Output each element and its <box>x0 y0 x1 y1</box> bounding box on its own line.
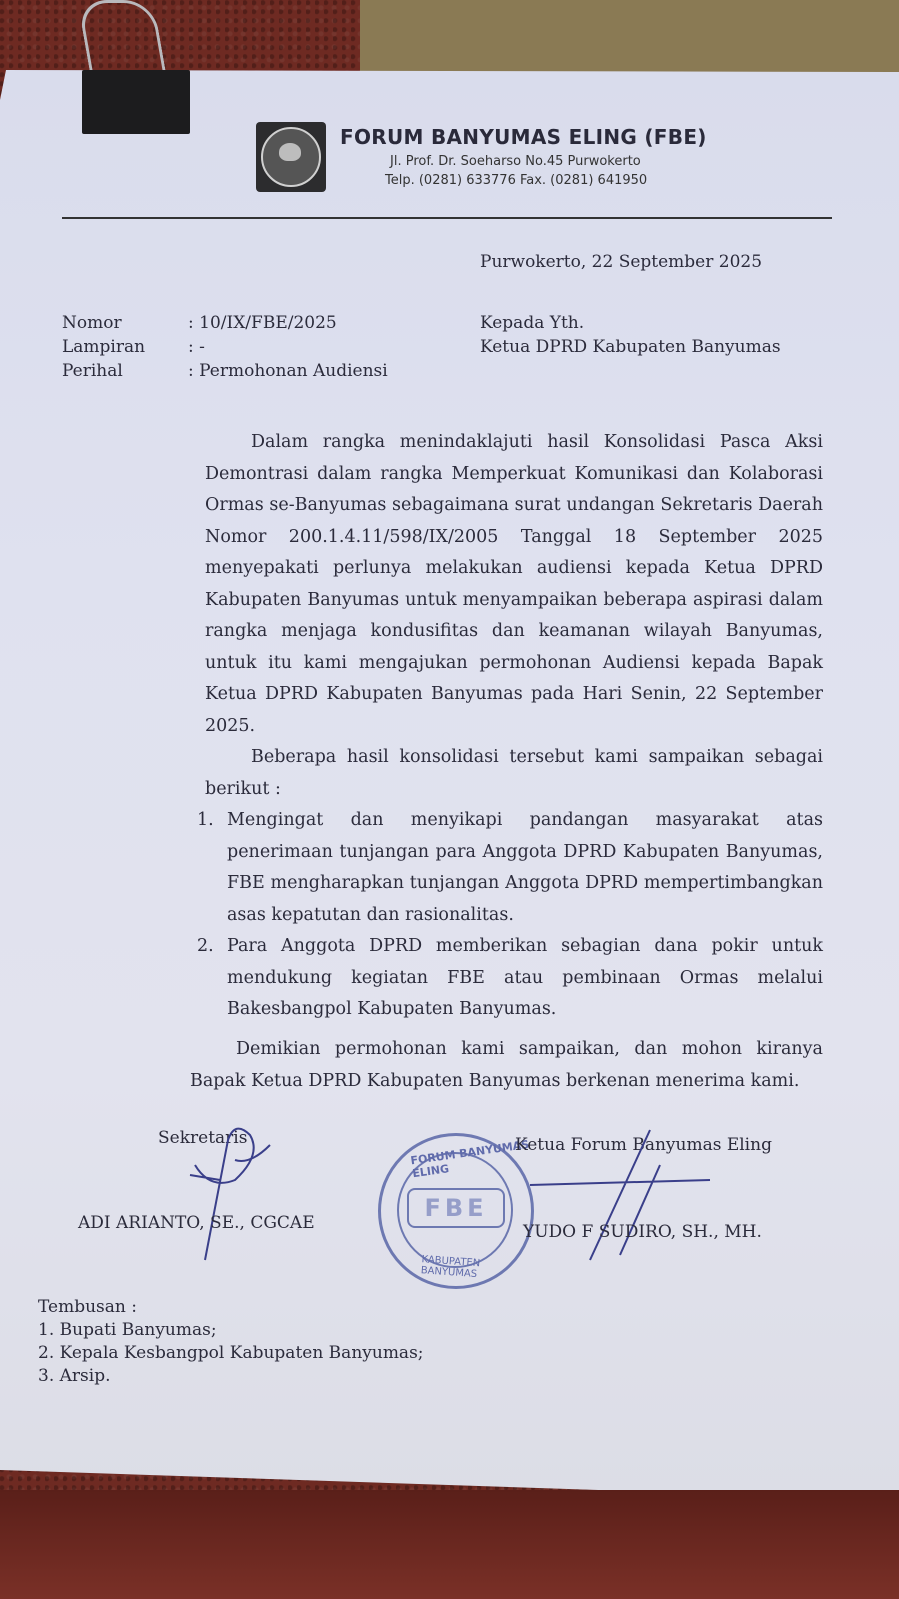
cc-item: 1. Bupati Banyumas; <box>38 1320 217 1340</box>
stamp-center-text: FBE <box>407 1188 505 1228</box>
nomor-label: Nomor <box>62 313 122 333</box>
date-place: Purwokerto, 22 September 2025 <box>480 252 763 272</box>
paragraph-text: Beberapa hasil konsolidasi tersebut kami sampaikan sebagai berikut : <box>205 747 823 799</box>
secretary-title: Sekretaris <box>158 1128 248 1148</box>
cc-title: Tembusan : <box>38 1297 137 1317</box>
secretary-name: ADI ARIANTO, SE., CGCAE <box>78 1213 315 1233</box>
list-number: 1. <box>197 810 214 830</box>
paragraph-text: Demikian permohonan kami sampaikan, dan mohon kiranya Bapak Ketua DPRD Kabupaten Banyumas berkenan menerima kami. <box>190 1039 823 1091</box>
list-item <box>197 931 823 1026</box>
closing-paragraph <box>190 1034 823 1097</box>
letterhead-divider <box>62 217 832 219</box>
chairman-name: YUDO F SUDIRO, SH., MH. <box>523 1222 762 1242</box>
organization-stamp <box>378 1133 534 1289</box>
org-phone: Telp. (0281) 633776 Fax. (0281) 641950 <box>385 173 648 188</box>
emblem-icon <box>261 127 321 187</box>
stamp-bottom-text: KABUPATEN BANYUMAS <box>420 1254 481 1281</box>
chairman-title: Ketua Forum Banyumas Eling <box>515 1135 772 1155</box>
paragraph-text: Dalam rangka menindaklajuti hasil Konsolidasi Pasca Aksi Demontrasi dalam rangka Memperkuat Komunikasi dan Kolaborasi Ormas se-Banyumas sebagaimana surat undangan Sekretaris Daerah Nomor 200.1.4.11/598/IX/2005 Tanggal 18 September 2025 menyepakati perlunya melakukan audiensi kepada Ketua DPRD Kabupaten Banyumas untuk menyampaikan beberapa aspirasi dalam rangka menjaga kondusifitas dan keamanan wilayah Banyumas, untuk itu kami mengajukan permohonan Audiensi kepada Bapak Ketua DPRD Kabupaten Banyumas pada Hari Senin, 22 September 2025. <box>205 432 823 736</box>
list-text: Para Anggota DPRD memberikan sebagian dana pokir untuk mendukung kegiatan FBE atau pembinaan Ormas melalui Bakesbangpol Kabupaten Banyumas. <box>227 936 823 1019</box>
recipient-salutation: Kepada Yth. <box>480 313 585 333</box>
org-address: Jl. Prof. Dr. Soeharso No.45 Purwokerto <box>390 154 641 169</box>
lampiran-value: : - <box>188 337 205 357</box>
org-name: FORUM BANYUMAS ELING (FBE) <box>340 125 707 149</box>
stamp-top-text: FORUM BANYUMAS ELING <box>409 1137 530 1181</box>
binder-clip <box>82 70 190 134</box>
table-bottom <box>0 1490 899 1599</box>
nomor-value: : 10/IX/FBE/2025 <box>188 313 337 333</box>
secretary-signature <box>150 1110 290 1270</box>
org-logo <box>256 122 326 192</box>
perihal-value: : Permohonan Audiensi <box>188 361 388 381</box>
cc-item: 2. Kepala Kesbangpol Kabupaten Banyumas; <box>38 1343 424 1363</box>
lampiran-label: Lampiran <box>62 337 146 357</box>
body-paragraph-1 <box>205 427 823 742</box>
perihal-label: Perihal <box>62 361 123 381</box>
list-text: Mengingat dan menyikapi pandangan masyarakat atas penerimaan tunjangan para Anggota DPRD Kabupaten Banyumas, FBE mengharapkan tunjangan Anggota DPRD mempertimbangkan asas kepatutan dan rasionalitas. <box>227 810 823 925</box>
recipient-name: Ketua DPRD Kabupaten Banyumas <box>480 337 781 357</box>
chairman-signature <box>520 1125 720 1265</box>
table-surface <box>360 0 899 80</box>
list-item <box>197 805 823 931</box>
body-paragraph-2 <box>205 742 823 805</box>
list-number: 2. <box>197 936 214 956</box>
consolidation-list <box>197 805 823 1026</box>
cc-item: 3. Arsip. <box>38 1366 111 1386</box>
